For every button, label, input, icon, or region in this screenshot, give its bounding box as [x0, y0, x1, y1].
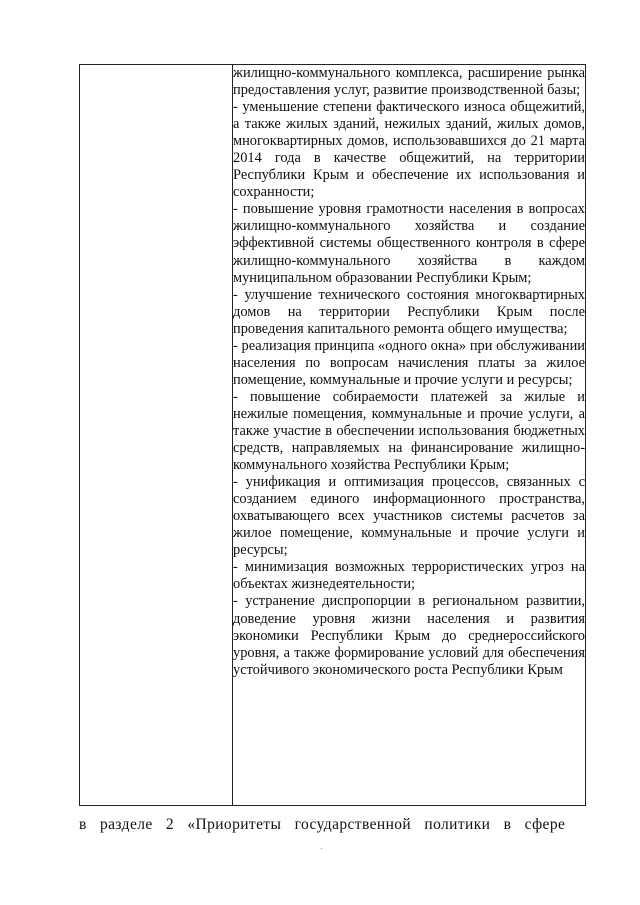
- list-item: - повышение собираемости платежей за жилые и нежилые помещения, коммунальные и прочие услуги, а также участие в обеспечении использования бюджетных средств, направляемых на финансирование жилищно-коммунального хозяйства Республики Крым;: [233, 388, 585, 474]
- list-item: - реализация принципа «одного окна» при обслуживании населения по вопросам начисления платы за жилое помещение, коммунальные и прочие услуги и ресурсы;: [233, 337, 585, 388]
- list-item: - устранение диспропорции в региональном развитии, доведение уровня жизни населения и развития экономики Республики Крым до среднероссийского уровня, а также формирование условий для обеспечения устойчивого экономического роста Республики Крым: [233, 593, 585, 678]
- table-row: [80, 65, 586, 806]
- scan-speck: [321, 848, 322, 849]
- table-cell-right: [233, 65, 586, 806]
- list-item: - минимизация возможных террористических угроз на объектах жизнедеятельности;: [233, 559, 585, 593]
- list-item: - повышение уровня грамотности населения в вопросах жилищно-коммунального хозяйства и создание эффективной системы общественного контроля в сфере жилищно-коммунального хозяйства в каждом муниципальном образовании Республики Крым;: [233, 201, 585, 286]
- list-item: - улучшение технического состояния многоквартирных домов на территории Республики Крым после проведения капитального ремонта общего имущества;: [233, 286, 585, 337]
- list-item: - унификация и оптимизация процессов, связанных с созданием единого информационного пространства, охватывающего всех участников системы расчетов за жилое помещение, коммунальные и прочие услуги и ресурсы;: [233, 474, 585, 559]
- table-cell-left: [80, 65, 233, 806]
- list-item: - уменьшение степени фактического износа общежитий, а также жилых зданий, нежилых зданий, жилых домов, многоквартирных домов, использовавшихся до 21 марта 2014 года в качестве общежитий, на территории Республики Крым и обеспечение их использования и сохранности;: [233, 99, 585, 201]
- content-table: [79, 64, 586, 806]
- body-text-line: в разделе 2 «Приоритеты государственной политики в сфере: [79, 816, 566, 833]
- list-item: жилищно-коммунального комплекса, расширение рынка предоставления услуг, развитие производственной базы;: [233, 65, 585, 99]
